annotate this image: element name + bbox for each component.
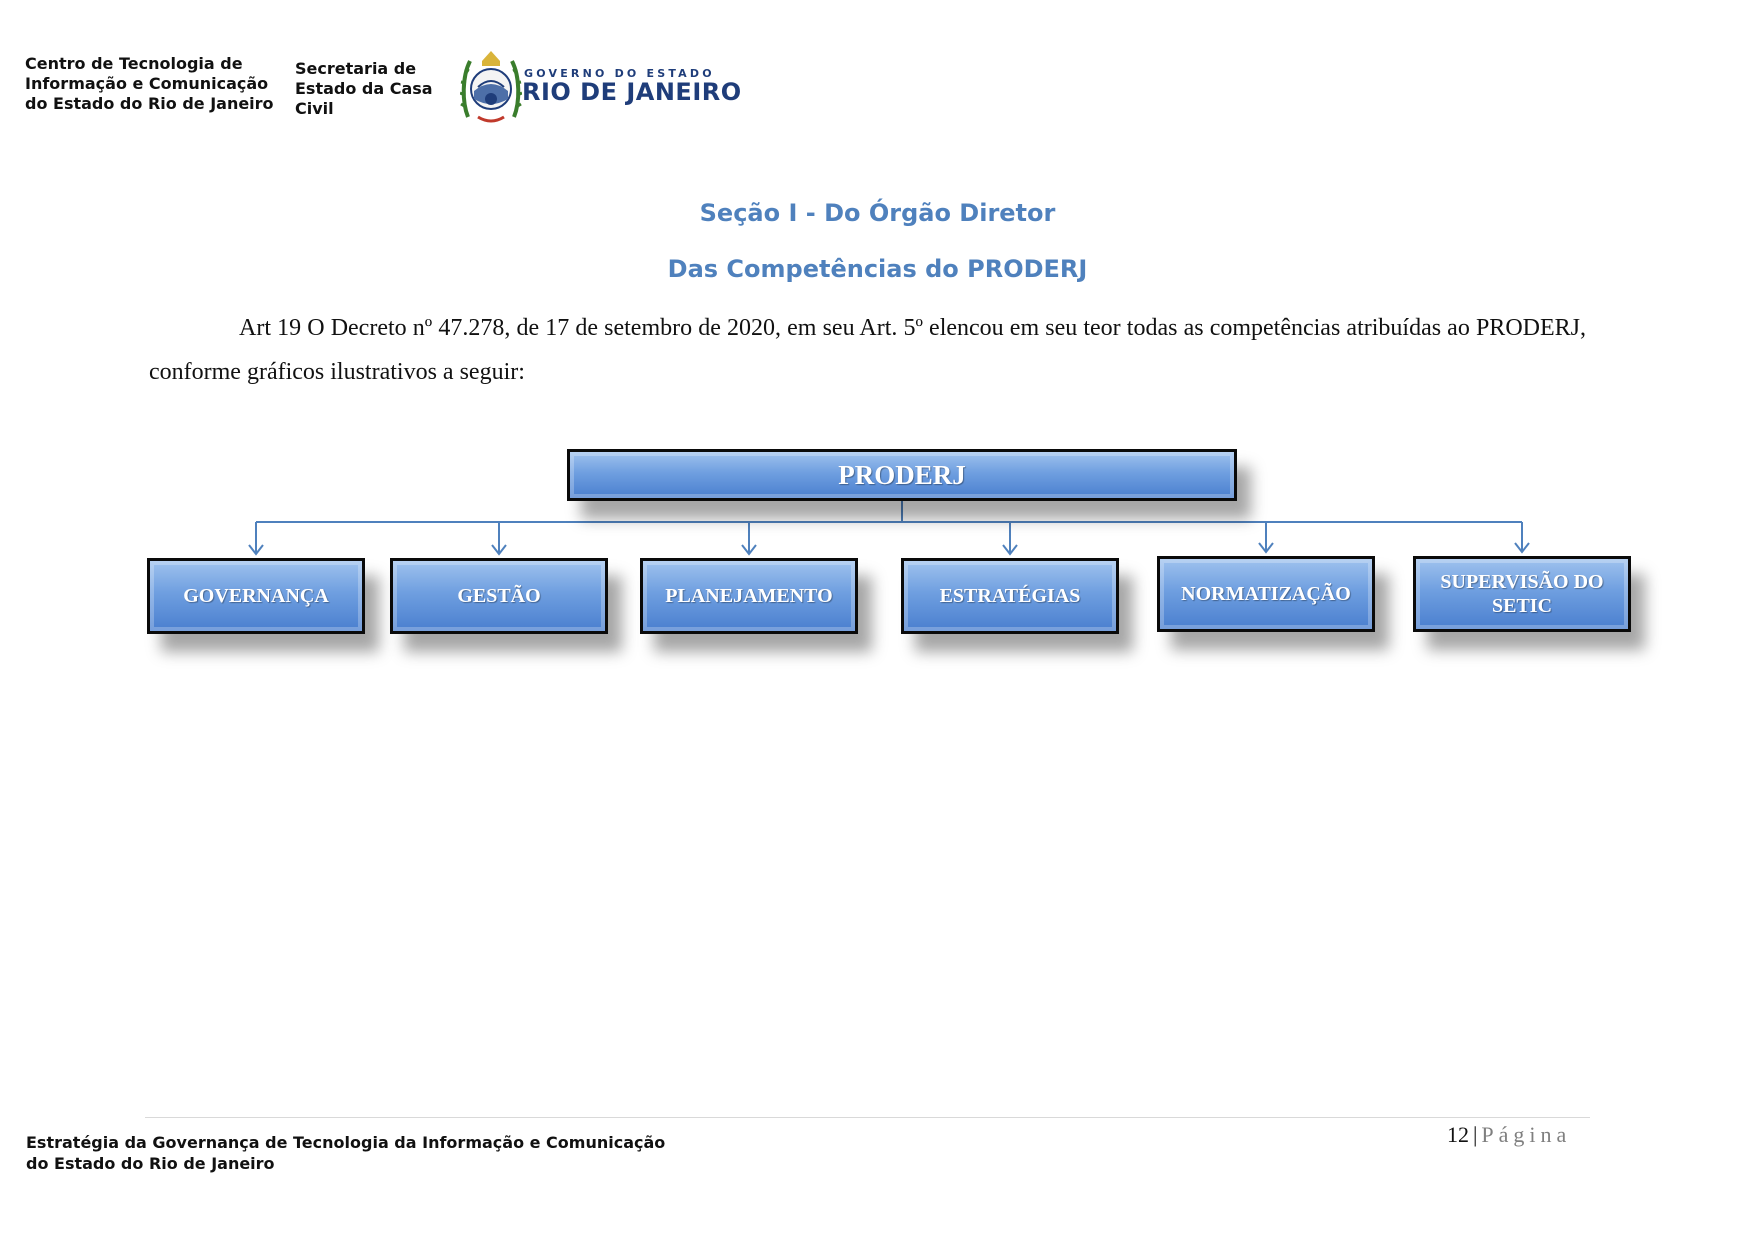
secretaria-line: Estado da Casa <box>295 79 433 98</box>
coat-of-arms-icon <box>460 47 522 125</box>
page-separator: | <box>1473 1122 1478 1147</box>
child-label: GOVERNANÇA <box>183 585 329 607</box>
child-label: SUPERVISÃO DO SETIC <box>1440 571 1604 617</box>
org-name-line: do Estado do Rio de Janeiro <box>25 94 274 113</box>
child-label: NORMATIZAÇÃO <box>1181 583 1351 605</box>
child-box <box>1413 556 1631 632</box>
secretaria-line: Civil <box>295 99 334 118</box>
child-label: GESTÃO <box>457 585 541 607</box>
root-box <box>567 449 1237 501</box>
child-box <box>640 558 858 634</box>
org-diagram <box>0 440 1755 700</box>
org-name-line: Centro de Tecnologia de <box>25 54 243 73</box>
body-paragraph: Art 19 O Decreto nº 47.278, de 17 de setembro de 2020, em seu Art. 5º elencou em seu teor todas as competências atribuídas ao PRODERJ, conforme gráficos ilustrativos a seguir: <box>149 315 1586 385</box>
subsection-title: Das Competências do PRODERJ <box>667 255 1088 283</box>
child-box <box>390 558 608 634</box>
page-number <box>1447 1122 1571 1148</box>
footer-divider <box>145 1117 1590 1118</box>
child-label: PLANEJAMENTO <box>665 585 833 607</box>
logo-big-text: RIO DE JANEIRO <box>522 78 742 106</box>
root-label: PRODERJ <box>838 459 966 490</box>
page-word: Página <box>1481 1122 1572 1147</box>
secretaria-name <box>295 59 455 119</box>
section-title: Seção I - Do Órgão Diretor <box>699 199 1056 227</box>
logo-small-text: GOVERNO DO ESTADO <box>524 67 715 80</box>
child-box <box>147 558 365 634</box>
child-box <box>901 558 1119 634</box>
footer-doc-title <box>26 1132 726 1174</box>
child-box <box>1157 556 1375 632</box>
footer-title-line: Estratégia da Governança de Tecnologia da Informação e Comunicação <box>26 1133 666 1152</box>
child-label: ESTRATÉGIAS <box>939 585 1081 607</box>
footer-title-line: do Estado do Rio de Janeiro <box>26 1154 275 1173</box>
page-number-value: 12 <box>1447 1122 1469 1147</box>
org-name <box>25 54 290 114</box>
org-name-line: Informação e Comunicação <box>25 74 269 93</box>
secretaria-line: Secretaria de <box>295 59 417 78</box>
government-logo <box>460 47 742 125</box>
